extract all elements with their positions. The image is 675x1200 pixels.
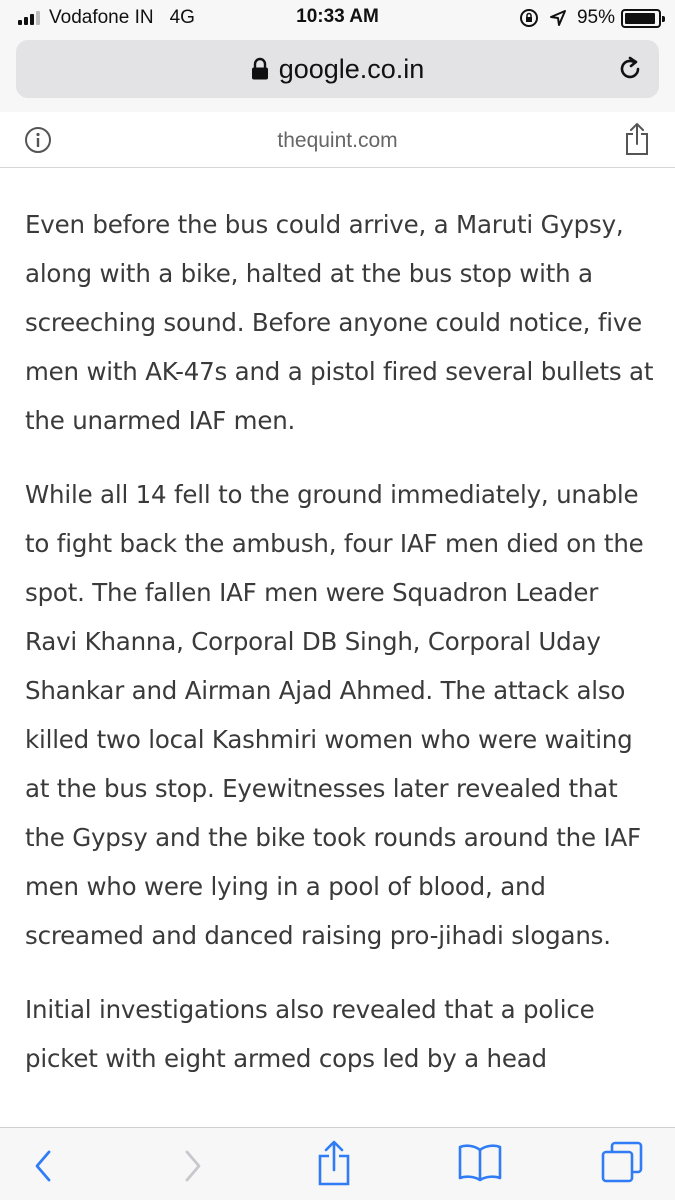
orientation-lock-icon: [519, 8, 539, 28]
info-icon[interactable]: [24, 126, 52, 154]
article-paragraph: Even before the bus could arrive, a Maruti Gypsy, along with a bike, halted at the bus stop with a screeching sound. Before anyone could notice, five men with AK-47s and a pistol fired several bullets at the unarmed IAF men.: [25, 210, 654, 435]
article-body: [25, 200, 655, 1120]
reader-header: [0, 112, 675, 168]
reload-icon[interactable]: [615, 54, 645, 84]
status-bar: [0, 0, 675, 36]
network-type: 4G: [169, 7, 195, 28]
reader-domain-wrap: [0, 129, 675, 153]
battery-fill: [625, 13, 655, 24]
signal-bars-icon: [18, 11, 42, 25]
status-time: 10:33 AM: [296, 6, 379, 27]
battery-percent: 95%: [576, 7, 615, 28]
status-right: [519, 6, 661, 30]
article-paragraph: While all 14 fell to the ground immediately, unable to fight back the ambush, four IAF men died on the spot. The fallen IAF men were Squadron Leader Ravi Khanna, Corporal DB Singh, Corporal Uday Shankar and Airman Ajad Ahmed. The attack also killed two local Kashmiri women who were waiting at the bus stop. Eyewitnesses later revealed that the Gypsy and the bike took rounds around the IAF men who were lying in a pool of blood, and screamed and danced raising pro-jihadi slogans.: [25, 480, 644, 950]
article-paragraph: Initial investigations also revealed that a police picket with eight armed cops led by a head: [25, 995, 595, 1073]
share-icon[interactable]: [316, 1138, 352, 1188]
carrier-name: Vodafone IN: [49, 7, 154, 28]
battery-icon: [621, 9, 661, 28]
url-text: google.co.in: [278, 53, 425, 84]
reader-domain: thequint.com: [277, 129, 398, 152]
lock-icon: [251, 57, 269, 81]
share-icon[interactable]: [625, 122, 649, 156]
status-left: [18, 6, 195, 30]
url-bar-region: [0, 36, 675, 112]
back-chevron-icon[interactable]: [28, 1146, 58, 1186]
address-bar[interactable]: [16, 40, 659, 98]
bottom-toolbar: [0, 1127, 675, 1200]
tabs-icon[interactable]: [600, 1140, 644, 1184]
address-content: [16, 40, 659, 98]
location-arrow-icon: [549, 9, 567, 27]
bookmarks-book-icon[interactable]: [456, 1142, 504, 1182]
forward-chevron-icon[interactable]: [178, 1146, 208, 1186]
